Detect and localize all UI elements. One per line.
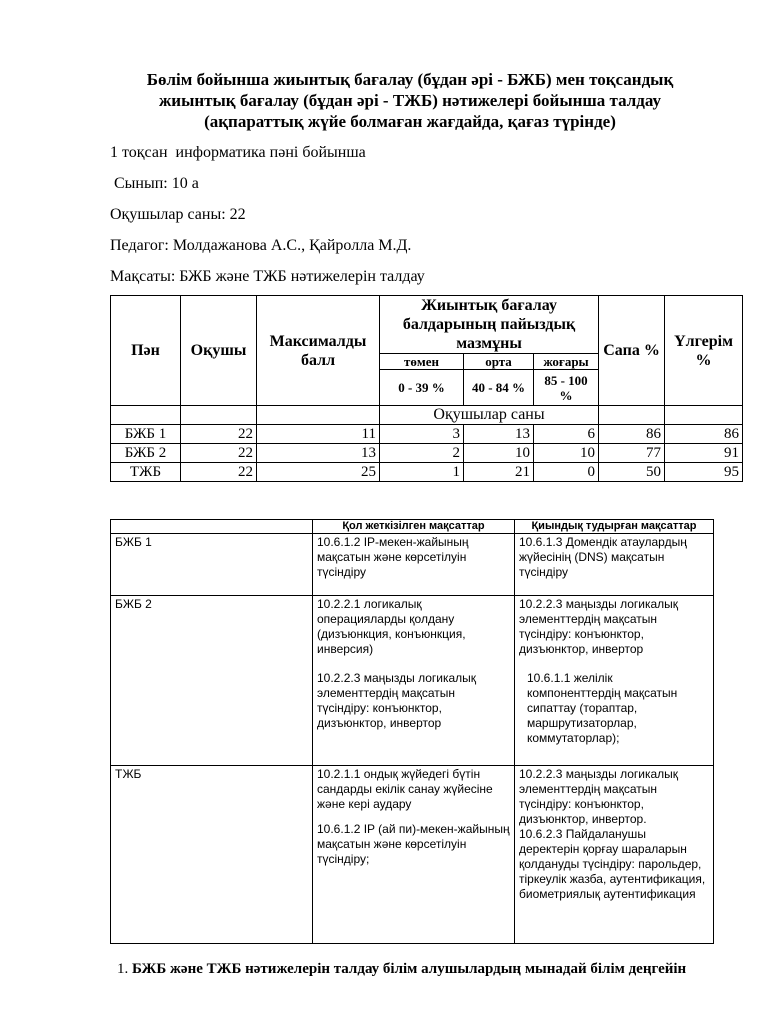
row-mid: 10 <box>464 444 534 463</box>
table-row <box>111 596 714 766</box>
row-quality: 50 <box>599 463 665 482</box>
difficult-goal: 10.6.1.3 Домендік атаулардың жүйесінің (DNS) мақсатын түсіндіру <box>519 535 687 579</box>
difficult-goal: 10.6.2.3 Пайдаланушы деректерін қорғау шараларын қолдануды түсіндіру: парольдер, тіркеулік жазба, аутентификация, биометриялық аутентификация <box>519 827 706 901</box>
row-max: 25 <box>257 463 380 482</box>
achieved-goal: 10.2.2.3 маңызды логикалық элементтердің мақсатын түсіндіру: конъюнктор, дизъюнктор, инвертор <box>317 671 477 730</box>
header-high-range: 85 - 100 % <box>534 370 599 406</box>
goals-table <box>110 519 714 944</box>
row-high: 10 <box>534 444 599 463</box>
header-mid-range: 40 - 84 % <box>464 370 534 406</box>
header-students: Оқушы <box>181 296 257 406</box>
header-progress: Үлгерім % <box>665 296 743 406</box>
row-students: 22 <box>181 425 257 444</box>
row-high: 6 <box>534 425 599 444</box>
header-student-count: Оқушылар саны <box>380 406 599 425</box>
table-row <box>111 766 714 944</box>
footer-text <box>117 960 686 979</box>
header-subject: Пән <box>111 296 181 406</box>
footer-number: 1. <box>117 961 129 977</box>
row-progress: 91 <box>665 444 743 463</box>
goal-row-name: БЖБ 1 <box>111 534 313 596</box>
header-low-range: 0 - 39 % <box>380 370 464 406</box>
achieved-goal: 10.6.1.2 IP (ай пи)-мекен-жайының мақсатын және көрсетілуін түсіндіру; <box>317 822 510 866</box>
difficult-goal: 10.2.2.3 маңызды логикалық элементтердің мақсатын түсіндіру: конъюнктор, дизъюнктор, инвертор. <box>519 767 679 826</box>
results-table <box>110 295 743 482</box>
header-difficult: Қиындық тудырған мақсаттар <box>515 520 714 534</box>
row-mid: 21 <box>464 463 534 482</box>
row-name: ТЖБ <box>111 463 181 482</box>
title-line-3: (ақпараттық жүйе болмаған жағдайда, қағаз түрінде) <box>204 112 616 131</box>
table-row <box>111 425 743 444</box>
header-range-group: Жиынтық бағалау балдарының пайыздық мазмұны <box>380 296 599 354</box>
row-low: 3 <box>380 425 464 444</box>
header-quality: Сапа % <box>599 296 665 406</box>
goal-line: Мақсаты: БЖБ және ТЖБ нәтижелерін талдау <box>110 268 425 285</box>
teacher-line: Педагог: Молдажанова А.С., Қайролла М.Д. <box>110 237 412 254</box>
row-students: 22 <box>181 463 257 482</box>
row-name: БЖБ 2 <box>111 444 181 463</box>
row-low: 2 <box>380 444 464 463</box>
class-line: Сынып: 10 а <box>110 175 199 192</box>
header-mid: орта <box>464 354 534 370</box>
table-row <box>111 534 714 596</box>
document-title <box>100 69 720 132</box>
footer-bold-text: БЖБ және ТЖБ нәтижелерін талдау білім алушылардың мынадай білім деңгейін <box>128 961 687 977</box>
title-line-2: жиынтық бағалау (бұдан әрі - ТЖБ) нәтижелері бойынша талдау <box>158 91 661 110</box>
goal-row-name: ТЖБ <box>111 766 313 944</box>
row-progress: 86 <box>665 425 743 444</box>
title-line-1: Бөлім бойынша жиынтық бағалау (бұдан әрі - БЖБ) мен тоқсандық <box>146 70 674 89</box>
header-max-score: Максималды балл <box>257 296 380 406</box>
row-high: 0 <box>534 463 599 482</box>
table-row <box>111 463 743 482</box>
row-low: 1 <box>380 463 464 482</box>
difficult-goal: 10.6.1.1 желілік компоненттердің мақсатын сипаттау (тораптар, маршрутизаторлар, коммутаторлар); <box>527 671 678 745</box>
quarter-line: 1 тоқсан информатика пәні бойынша <box>110 144 366 161</box>
row-mid: 13 <box>464 425 534 444</box>
header-low: төмен <box>380 354 464 370</box>
header-achieved: Қол жеткізілген мақсаттар <box>313 520 515 534</box>
row-max: 13 <box>257 444 380 463</box>
row-name: БЖБ 1 <box>111 425 181 444</box>
table-row <box>111 444 743 463</box>
achieved-goal: 10.2.2.1 логикалық операцияларды қолдану (дизъюнкция, конъюнкция, инверсия) <box>317 597 466 656</box>
row-students: 22 <box>181 444 257 463</box>
row-progress: 95 <box>665 463 743 482</box>
achieved-goal: 10.2.1.1 ондық жүйедегі бүтін сандарды екілік санау жүйесіне және кері аудару <box>317 767 493 811</box>
difficult-goal: 10.2.2.3 маңызды логикалық элементтердің мақсатын түсіндіру: конъюнктор, дизъюнктор, инвертор <box>519 597 679 656</box>
students-line: Оқушылар саны: 22 <box>110 206 246 223</box>
row-quality: 86 <box>599 425 665 444</box>
header-high: жоғары <box>534 354 599 370</box>
row-quality: 77 <box>599 444 665 463</box>
achieved-goal: 10.6.1.2 IP-мекен-жайының мақсатын және көрсетілуін түсіндіру <box>317 535 469 579</box>
row-max: 11 <box>257 425 380 444</box>
goal-row-name: БЖБ 2 <box>111 596 313 766</box>
